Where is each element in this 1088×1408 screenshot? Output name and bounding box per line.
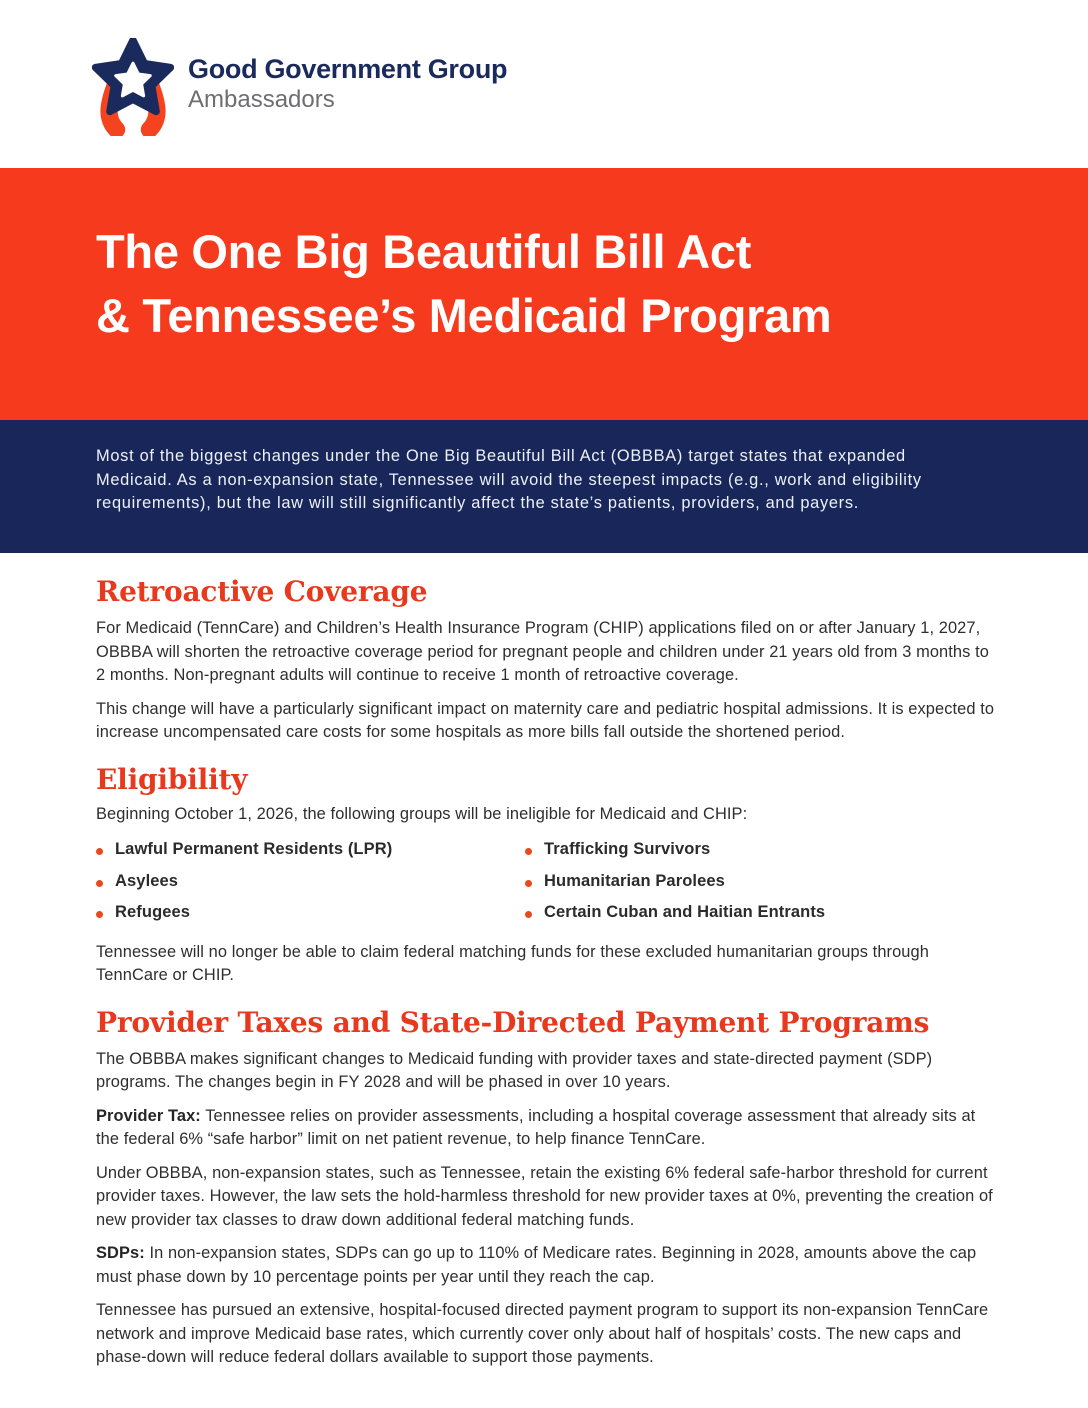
bullet-column-1	[96, 840, 525, 927]
org-subtitle: Ambassadors	[188, 86, 335, 113]
bullet-column-2	[525, 840, 825, 927]
page-title-line2: & Tennessee’s Medicaid Program	[96, 289, 832, 342]
intro-paragraph: Most of the biggest changes under the One Big Beautiful Bill Act (OBBBA) target states that expanded Medicaid. As a non-expansion state, Tennessee will avoid the steepest impacts (e.g., work and eligibility requirements), but the law will still significantly affect the state’s patients, providers, and payers.	[96, 447, 922, 512]
paragraph-lead: Provider Tax:	[96, 1106, 201, 1125]
paragraph: Tennessee will no longer be able to claim federal matching funds for these excluded humanitarian groups through TennCare or CHIP.	[96, 942, 929, 984]
list-item-label: Refugees	[115, 903, 191, 921]
paragraph	[96, 1105, 996, 1152]
list-item	[96, 840, 525, 864]
page-title	[96, 220, 831, 348]
list-item-label: Humanitarian Parolees	[544, 871, 725, 890]
bullet-icon	[96, 911, 103, 918]
paragraph-text: Tennessee relies on provider assessments, including a hospital coverage assessment that already sits at the federal 6% “safe harbor” limit on net patient revenue, to help finance TennCare.	[96, 1106, 976, 1148]
list-item	[525, 903, 825, 927]
paragraph: For Medicaid (TennCare) and Children’s Health Insurance Program (CHIP) applications filed on or after January 1, 2027, OBBBA will shorten the retroactive coverage period for pregnant people and children under 21 years old from 3 months to 2 months. Non-pregnant adults will continue to receive 1 month of retroactive coverage.	[96, 619, 989, 684]
list-item	[96, 903, 525, 927]
paragraph-text: In non-expansion states, SDPs can go up to 110% of Medicare rates. Beginning in 2028, amounts above the cap must phase down by 10 percentage points per year until they reach the cap.	[96, 1244, 977, 1286]
intro-band	[0, 420, 1088, 553]
bullet-icon	[96, 880, 103, 887]
list-item-label: Certain Cuban and Haitian Entrants	[544, 903, 826, 921]
logo-text	[188, 38, 507, 114]
bullet-icon	[96, 848, 103, 855]
list-item-label: Trafficking Survivors	[544, 840, 711, 858]
bullet-icon	[525, 911, 532, 918]
page-title-line1: The One Big Beautiful Bill Act	[96, 225, 752, 278]
list-item	[525, 840, 825, 864]
paragraph: The OBBBA makes significant changes to Medicaid funding with provider taxes and state-directed payment (SDP) programs. The changes begin in FY 2028 and will be phased in over 10 years.	[96, 1049, 933, 1091]
main-content	[96, 575, 996, 1370]
paragraph: Beginning October 1, 2026, the following groups will be ineligible for Medicaid and CHIP:	[96, 804, 748, 823]
paragraph-lead: SDPs:	[96, 1244, 145, 1262]
bullet-icon	[525, 848, 532, 855]
org-name: Good Government Group	[188, 54, 508, 84]
list-item-label: Lawful Permanent Residents (LPR)	[115, 840, 393, 858]
star-ribbon-logo-icon	[92, 38, 174, 136]
paragraph: Under OBBBA, non-expansion states, such as Tennessee, retain the existing 6% federal safe-harbor threshold for current provider taxes. However, the law sets the hold-harmless threshold for new provider taxes at 0%, preventing the creation of new provider tax classes to draw down additional federal matching funds.	[96, 1163, 993, 1229]
section-heading-retroactive-coverage: Retroactive Coverage	[96, 575, 428, 608]
paragraph: Tennessee has pursued an extensive, hospital-focused directed payment program to support its non-expansion TennCare network and improve Medicaid base rates, which currently cover only about half of hospitals’ costs. The new caps and phase-down will reduce federal dollars available to support those payments.	[96, 1301, 989, 1366]
list-item	[96, 872, 525, 896]
list-item-label: Asylees	[115, 871, 179, 890]
paragraph	[96, 1242, 996, 1289]
title-banner	[0, 168, 1088, 420]
bullet-icon	[525, 880, 532, 887]
section-heading-provider-taxes: Provider Taxes and State-Directed Payment Programs	[96, 1005, 930, 1039]
org-logo	[92, 38, 507, 136]
paragraph: This change will have a particularly significant impact on maternity care and pediatric hospital admissions. It is expected to increase uncompensated care costs for some hospitals as more bills fall outside the shortened period.	[96, 699, 995, 741]
ineligible-groups-list	[96, 840, 996, 927]
list-item	[525, 872, 825, 896]
section-heading-eligibility: Eligibility	[96, 762, 248, 796]
